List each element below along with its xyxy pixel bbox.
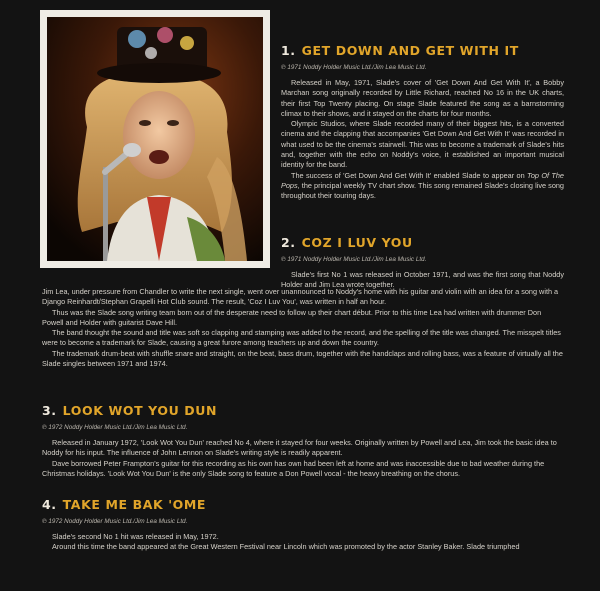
track-4-number: 4. (42, 497, 57, 512)
track-2-intro: Slade's first No 1 was released in October 1971, and was the first song that Noddy Holder and Jim Lea wrote together. (281, 270, 564, 290)
track-2-paragraph: Thus was the Slade song writing team born out of the desperate need to follow up their chart début. Prior to this time Lea had written with drummer Don Powell and Holder with guitarist Dave Hill. (42, 307, 542, 327)
singer-photo (47, 17, 263, 261)
track-3-section (42, 403, 564, 479)
track-4-paragraph: Around this time the band appeared at the Great Western Festival near Lincoln which was promoted by the actor Stanley Baker. Slade triumphed (52, 542, 520, 552)
track-2-section (281, 235, 564, 291)
track-3-title-text: LOOK WOT YOU DUN (62, 403, 218, 418)
track-4-title-text: TAKE ME BAK 'OME (62, 497, 207, 512)
track-2-number: 2. (281, 235, 296, 250)
track-2-paragraph: Jim Lea, under pressure from Chandler to write the next single, went over unannounced to Noddy's home with his guitar and violin with an idea for a song with a Django Reinhardt/Stephan Grapelli Hot Club sound. The result, 'Coz I Luv You', was written in half an hour. (42, 287, 559, 307)
track-4-credit: ℗ 1972 Noddy Holder Music Ltd./Jim Lea Music Ltd. (42, 518, 188, 525)
photo-frame (40, 10, 270, 268)
track-1-section (281, 43, 564, 202)
track-1-paragraph: Olympic Studios, where Slade recorded many of their biggest hits, is a converted cinema and the clapping that accompanies 'Get Down And Get With It' was recorded in what used to be the cinema's stairwell. This was to become a trademark of Slade's hits and, together with the echo on Noddy's voice, it established an important musical identity for the band. (281, 119, 564, 170)
track-1-number: 1. (281, 43, 296, 58)
track-4-section (42, 497, 564, 553)
track-4-paragraph: Slade's second No 1 hit was released in May, 1972. (52, 532, 219, 541)
track-1-para3-start: The success of 'Get Down And Get With It' enabled Slade to appear on (291, 170, 528, 180)
track-2-title (281, 235, 564, 250)
track-2-paragraph: The band thought the sound and title was soft so clapping and stamping was added to the record, and the spelling of the title was changed. The misspelt titles were to become a trademark for Slade, causing a great furore among teachers up and down the country. (42, 328, 561, 348)
track-3-paragraph: Dave borrowed Peter Frampton's guitar for this recording as his own has own had been left at home and was inaccessible due to bad weather during the Christmas holidays. 'Look Wot You Dun' is the only Slade song to feature a Don Powell vocal - the heavy breathing on the chorus. (42, 458, 545, 478)
singer-illustration (47, 17, 263, 261)
track-2-paragraph: The trademark drum-beat with shuffle snare and straight, on the beat, bass drum, together with the handclaps and rolling bass, was a feature of virtually all the Slade singles between 1971 and 1974. (42, 348, 563, 369)
track-1-para3-end: , the principal weekly TV chart show. This song remained Slade's closing live song throughout their touring days. (281, 180, 564, 201)
track-3-paragraph: Released in January 1972, 'Look Wot You Dun' reached No 4, where it stayed for four weeks. Originally written by Powell and Lea, Jim took the basic idea to Noddy for his input. The influence of John Lennon on Slade's writing style is readily apparent. (42, 438, 557, 458)
track-3-title (42, 403, 564, 418)
track-2-credit: ℗ 1971 Noddy Holder Music Ltd./Jim Lea Music Ltd. (281, 256, 427, 263)
track-1-title (281, 43, 564, 58)
track-3-number: 3. (42, 403, 57, 418)
track-3-credit: ℗ 1972 Noddy Holder Music Ltd./Jim Lea Music Ltd. (42, 424, 188, 431)
track-2-body (42, 287, 564, 369)
track-1-paragraph (281, 171, 564, 202)
track-4-title (42, 497, 564, 512)
track-1-credit: ℗ 1971 Noddy Holder Music Ltd./Jim Lea Music Ltd. (281, 64, 427, 71)
track-2-title-text: COZ I LUV YOU (301, 235, 413, 250)
top-of-the-pops-italic: Top Of The Pops (281, 170, 564, 190)
track-1-paragraph: Released in May, 1971, Slade's cover of 'Get Down And Get With It', a Bobby Marchan song originally recorded by Little Richard, reached No 16 in the UK charts, their first Top Twenty placing. On stage Slade featured the song as a barnstorming climax to their shows, and it stayed on the charts for four months. (281, 78, 564, 118)
track-1-title-text: GET DOWN AND GET WITH IT (301, 43, 519, 58)
